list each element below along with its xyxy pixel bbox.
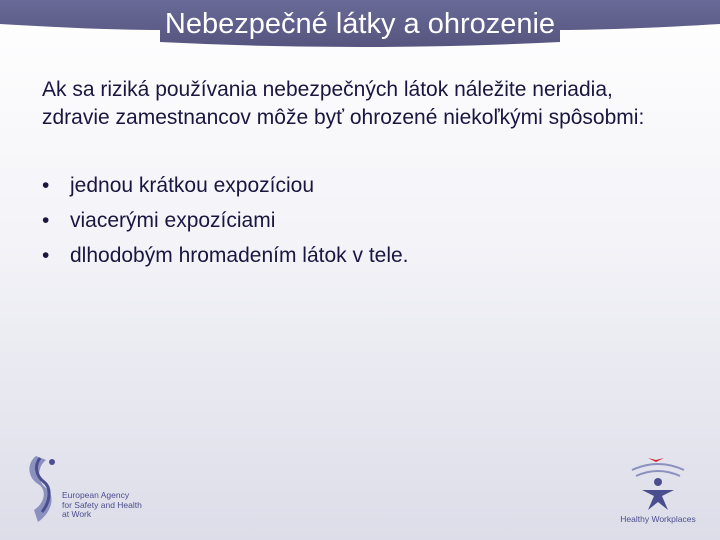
title-bar [0, 0, 720, 48]
intro-line-2: zdravie zamestnancov môže byť ohrozené niekoľkými spôsobmi: [42, 106, 645, 129]
list-item-text: dlhodobým hromadením látok v tele. [70, 244, 409, 267]
agency-name [62, 491, 142, 520]
agency-line: European Agency [62, 490, 130, 500]
page-title: Nebezpečné látky a ohrozenie [164, 8, 556, 40]
list-item [42, 203, 692, 238]
list-item-text: viacerými expozíciami [70, 209, 276, 232]
list-item [42, 168, 692, 203]
slide-content [42, 76, 692, 273]
agency-line: for Safety and Health [62, 499, 142, 510]
campaign-name: Healthy Workplaces [620, 514, 696, 524]
agency-line: at Work [62, 509, 92, 519]
bullet-icon: • [42, 244, 50, 267]
bullet-icon: • [42, 209, 50, 232]
list-item-text: jednou krátkou expozíciou [70, 174, 314, 197]
list-item [42, 238, 692, 273]
bullet-icon: • [42, 174, 50, 197]
bullet-list [42, 168, 692, 273]
intro-line-1: Ak sa riziká používania nebezpečných látok náležite neriadia, [42, 78, 613, 101]
